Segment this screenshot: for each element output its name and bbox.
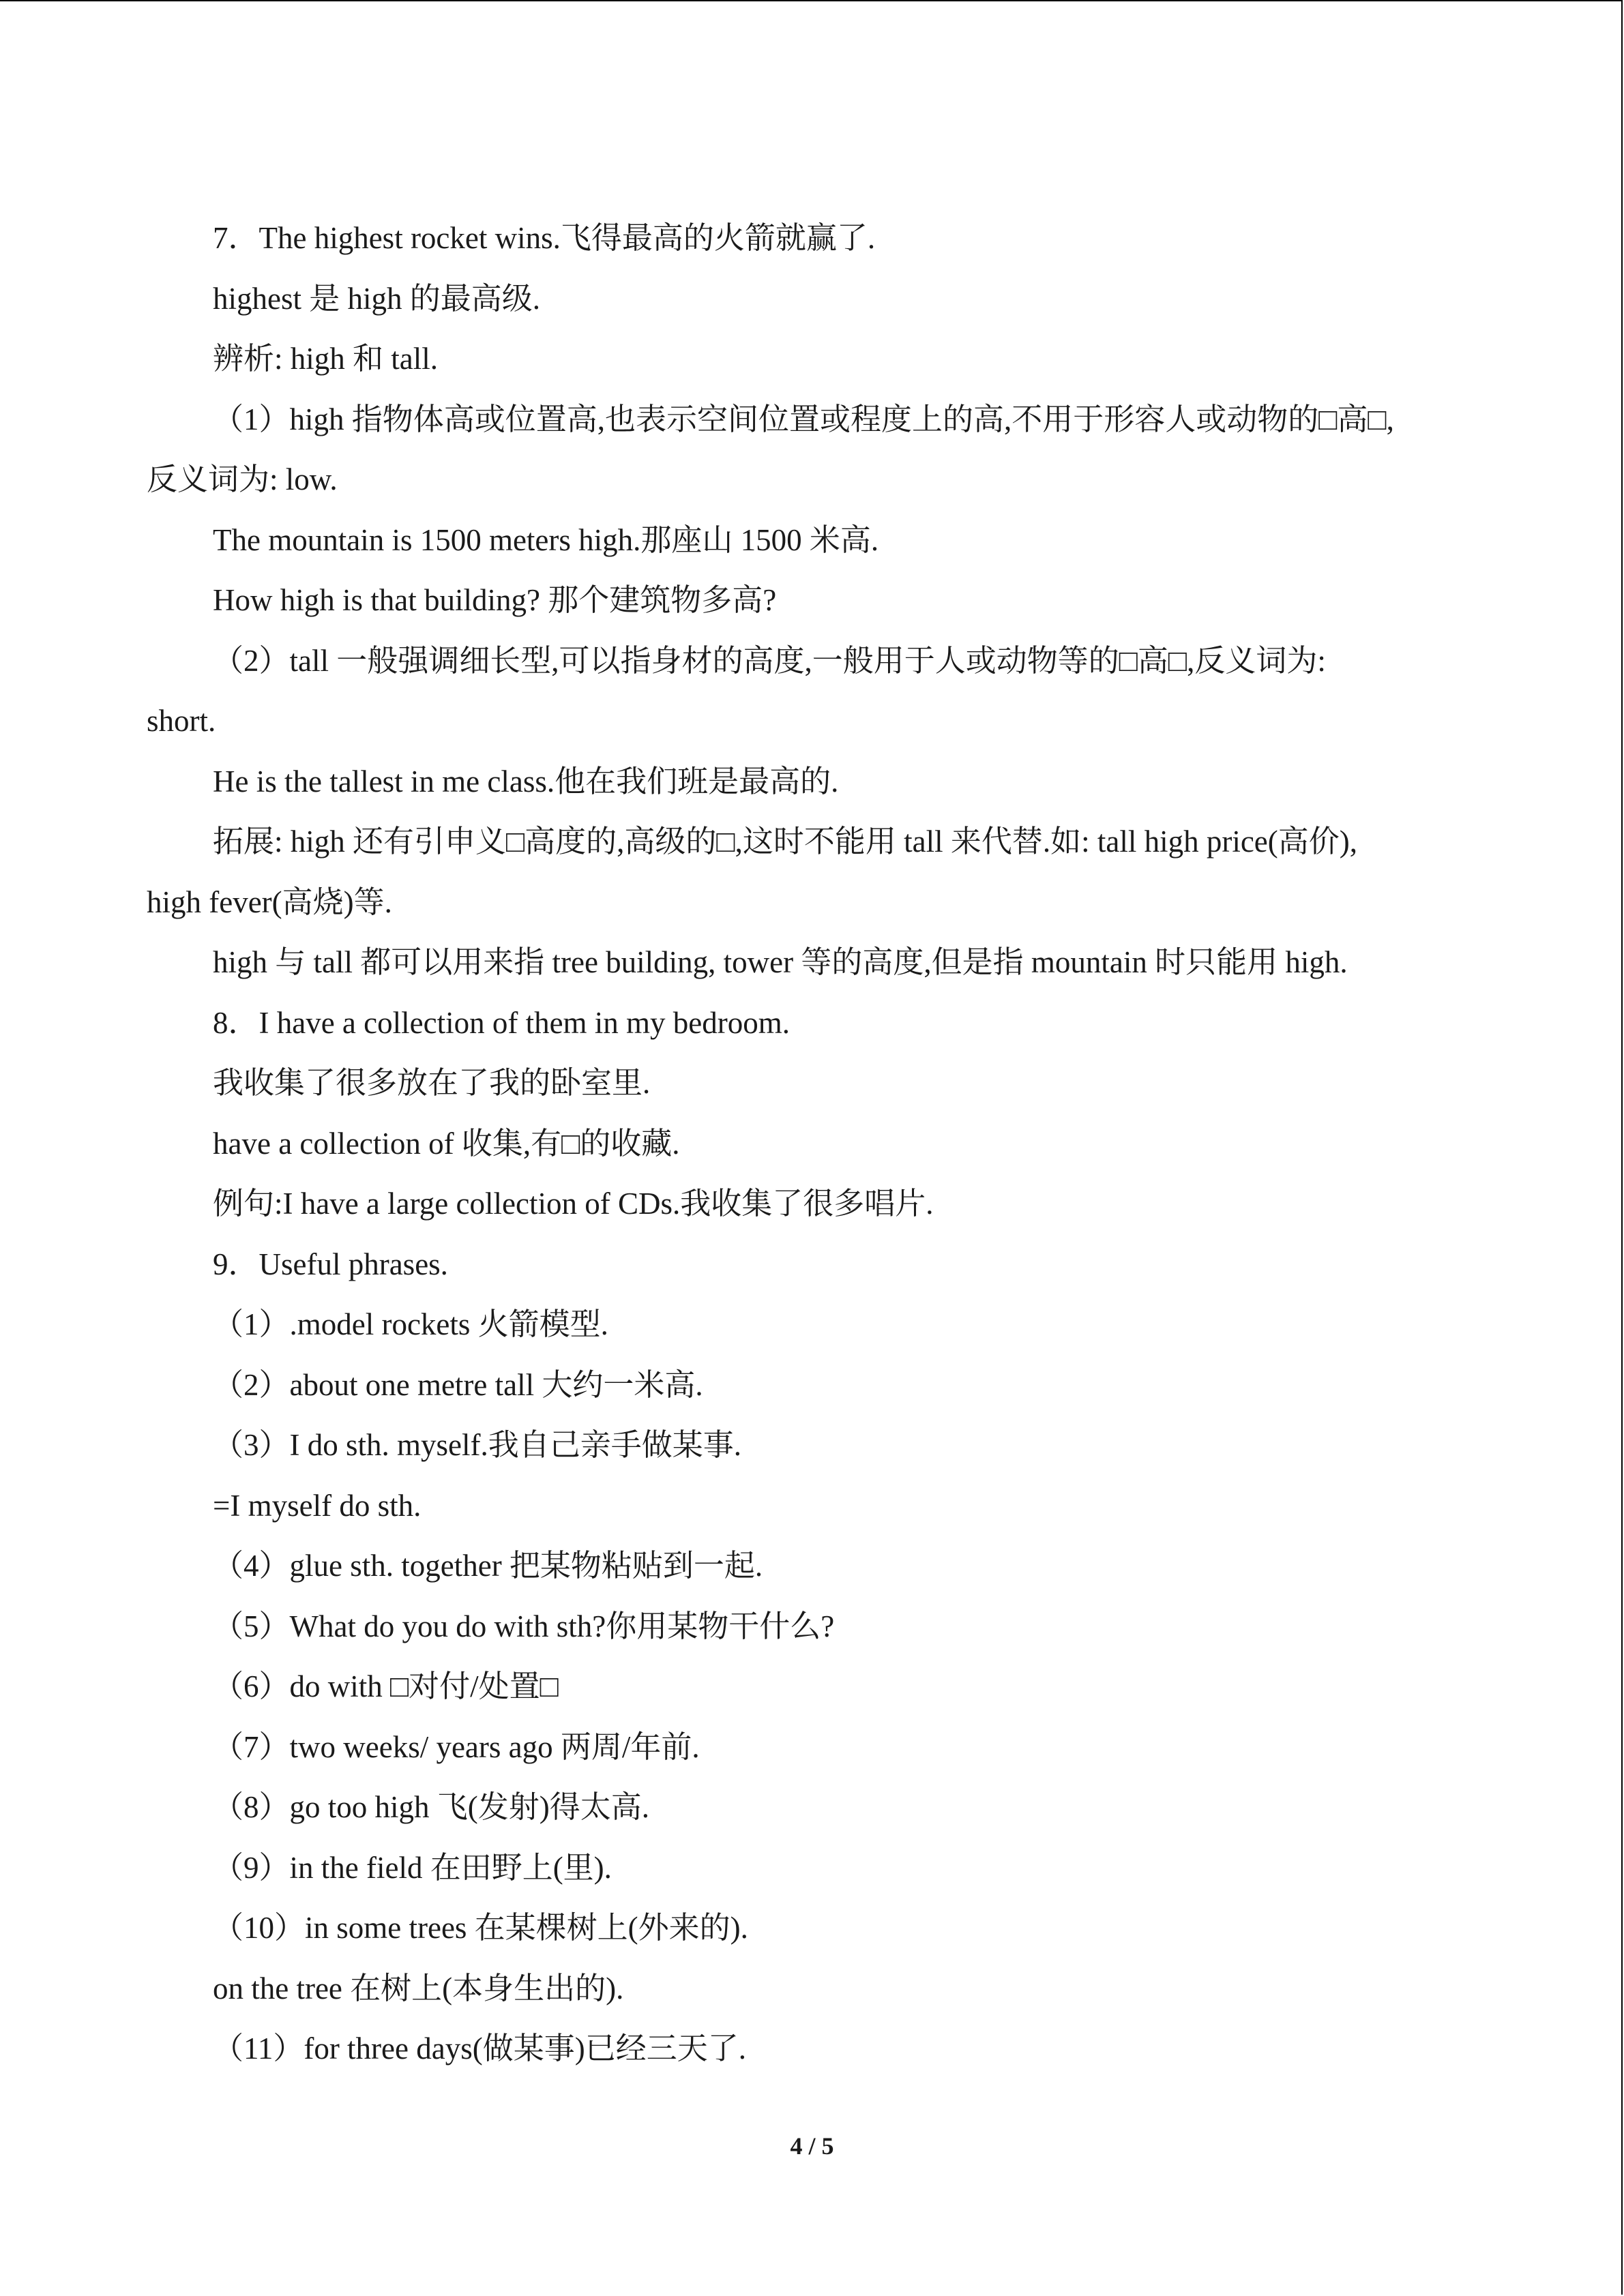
text-line: He is the tallest in me class.他在我们班是最高的. (213, 764, 839, 799)
document-body (147, 208, 1477, 2079)
text-line: 7．The highest rocket wins.飞得最高的火箭就赢了. (213, 221, 876, 255)
text-line: 8．I have a collection of them in my bedroom. (213, 1005, 791, 1040)
text-line: high 与 tall 都可以用来指 tree building, tower 等的高度,但是指 mountain 时只能用 high. (213, 945, 1348, 979)
text-line: （7）two weeks/ years ago 两周/年前. (213, 1729, 700, 1764)
text-line: 反义词为: low. (147, 462, 338, 496)
text-line: on the tree 在树上(本身生出的). (213, 1971, 624, 2006)
text-line: 辨析: high 和 tall. (213, 342, 438, 376)
text-line: have a collection of 收集,有□的收藏. (213, 1126, 680, 1161)
text-line: （10）in some trees 在某棵树上(外来的). (213, 1911, 748, 1945)
text-line: 我收集了很多放在了我的卧室里. (213, 1066, 651, 1100)
text-line: How high is that building? 那个建筑物多高? (213, 583, 777, 617)
text-line: （1）.model rockets 火箭模型. (213, 1307, 608, 1341)
text-line: highest 是 high 的最高级. (213, 281, 540, 316)
text-line: （2）tall 一般强调细长型,可以指身材的高度,一般用于人或动物等的□高□,反义词为: (213, 643, 1326, 678)
text-line: （8）go too high 飞(发射)得太高. (213, 1790, 649, 1824)
text-line: （9）in the field 在田野上(里). (213, 1850, 612, 1885)
text-line: 例句:I have a large collection of CDs.我收集了很多唱片. (213, 1187, 934, 1221)
text-line: 9．Useful phrases. (213, 1247, 448, 1281)
text-line: The mountain is 1500 meters high.那座山 1500 米高. (213, 522, 879, 557)
text-line: （5）What do you do with sth?你用某物干什么? (213, 1609, 835, 1643)
page-number: 4 / 5 (790, 2132, 834, 2160)
text-line: （4）glue sth. together 把某物粘贴到一起. (213, 1549, 763, 1583)
text-line: （1）high 指物体高或位置高,也表示空间位置或程度上的高,不用于形容人或动物的□高□, (213, 402, 1394, 436)
text-line: high fever(高烧)等. (147, 884, 392, 919)
text-line: short. (147, 704, 216, 738)
text-line: （2）about one metre tall 大约一米高. (213, 1367, 703, 1402)
text-line: 拓展: high 还有引申义□高度的,高级的□,这时不能用 tall 来代替.如: tall high price(高价), (213, 824, 1357, 859)
text-line: （11）for three days(做某事)已经三天了. (213, 2031, 746, 2066)
text-line: （6）do with □对付/处置□ (213, 1669, 559, 1703)
text-line: =I myself do sth. (213, 1488, 422, 1523)
text-line: （3）I do sth. myself.我自己亲手做某事. (213, 1428, 741, 1462)
